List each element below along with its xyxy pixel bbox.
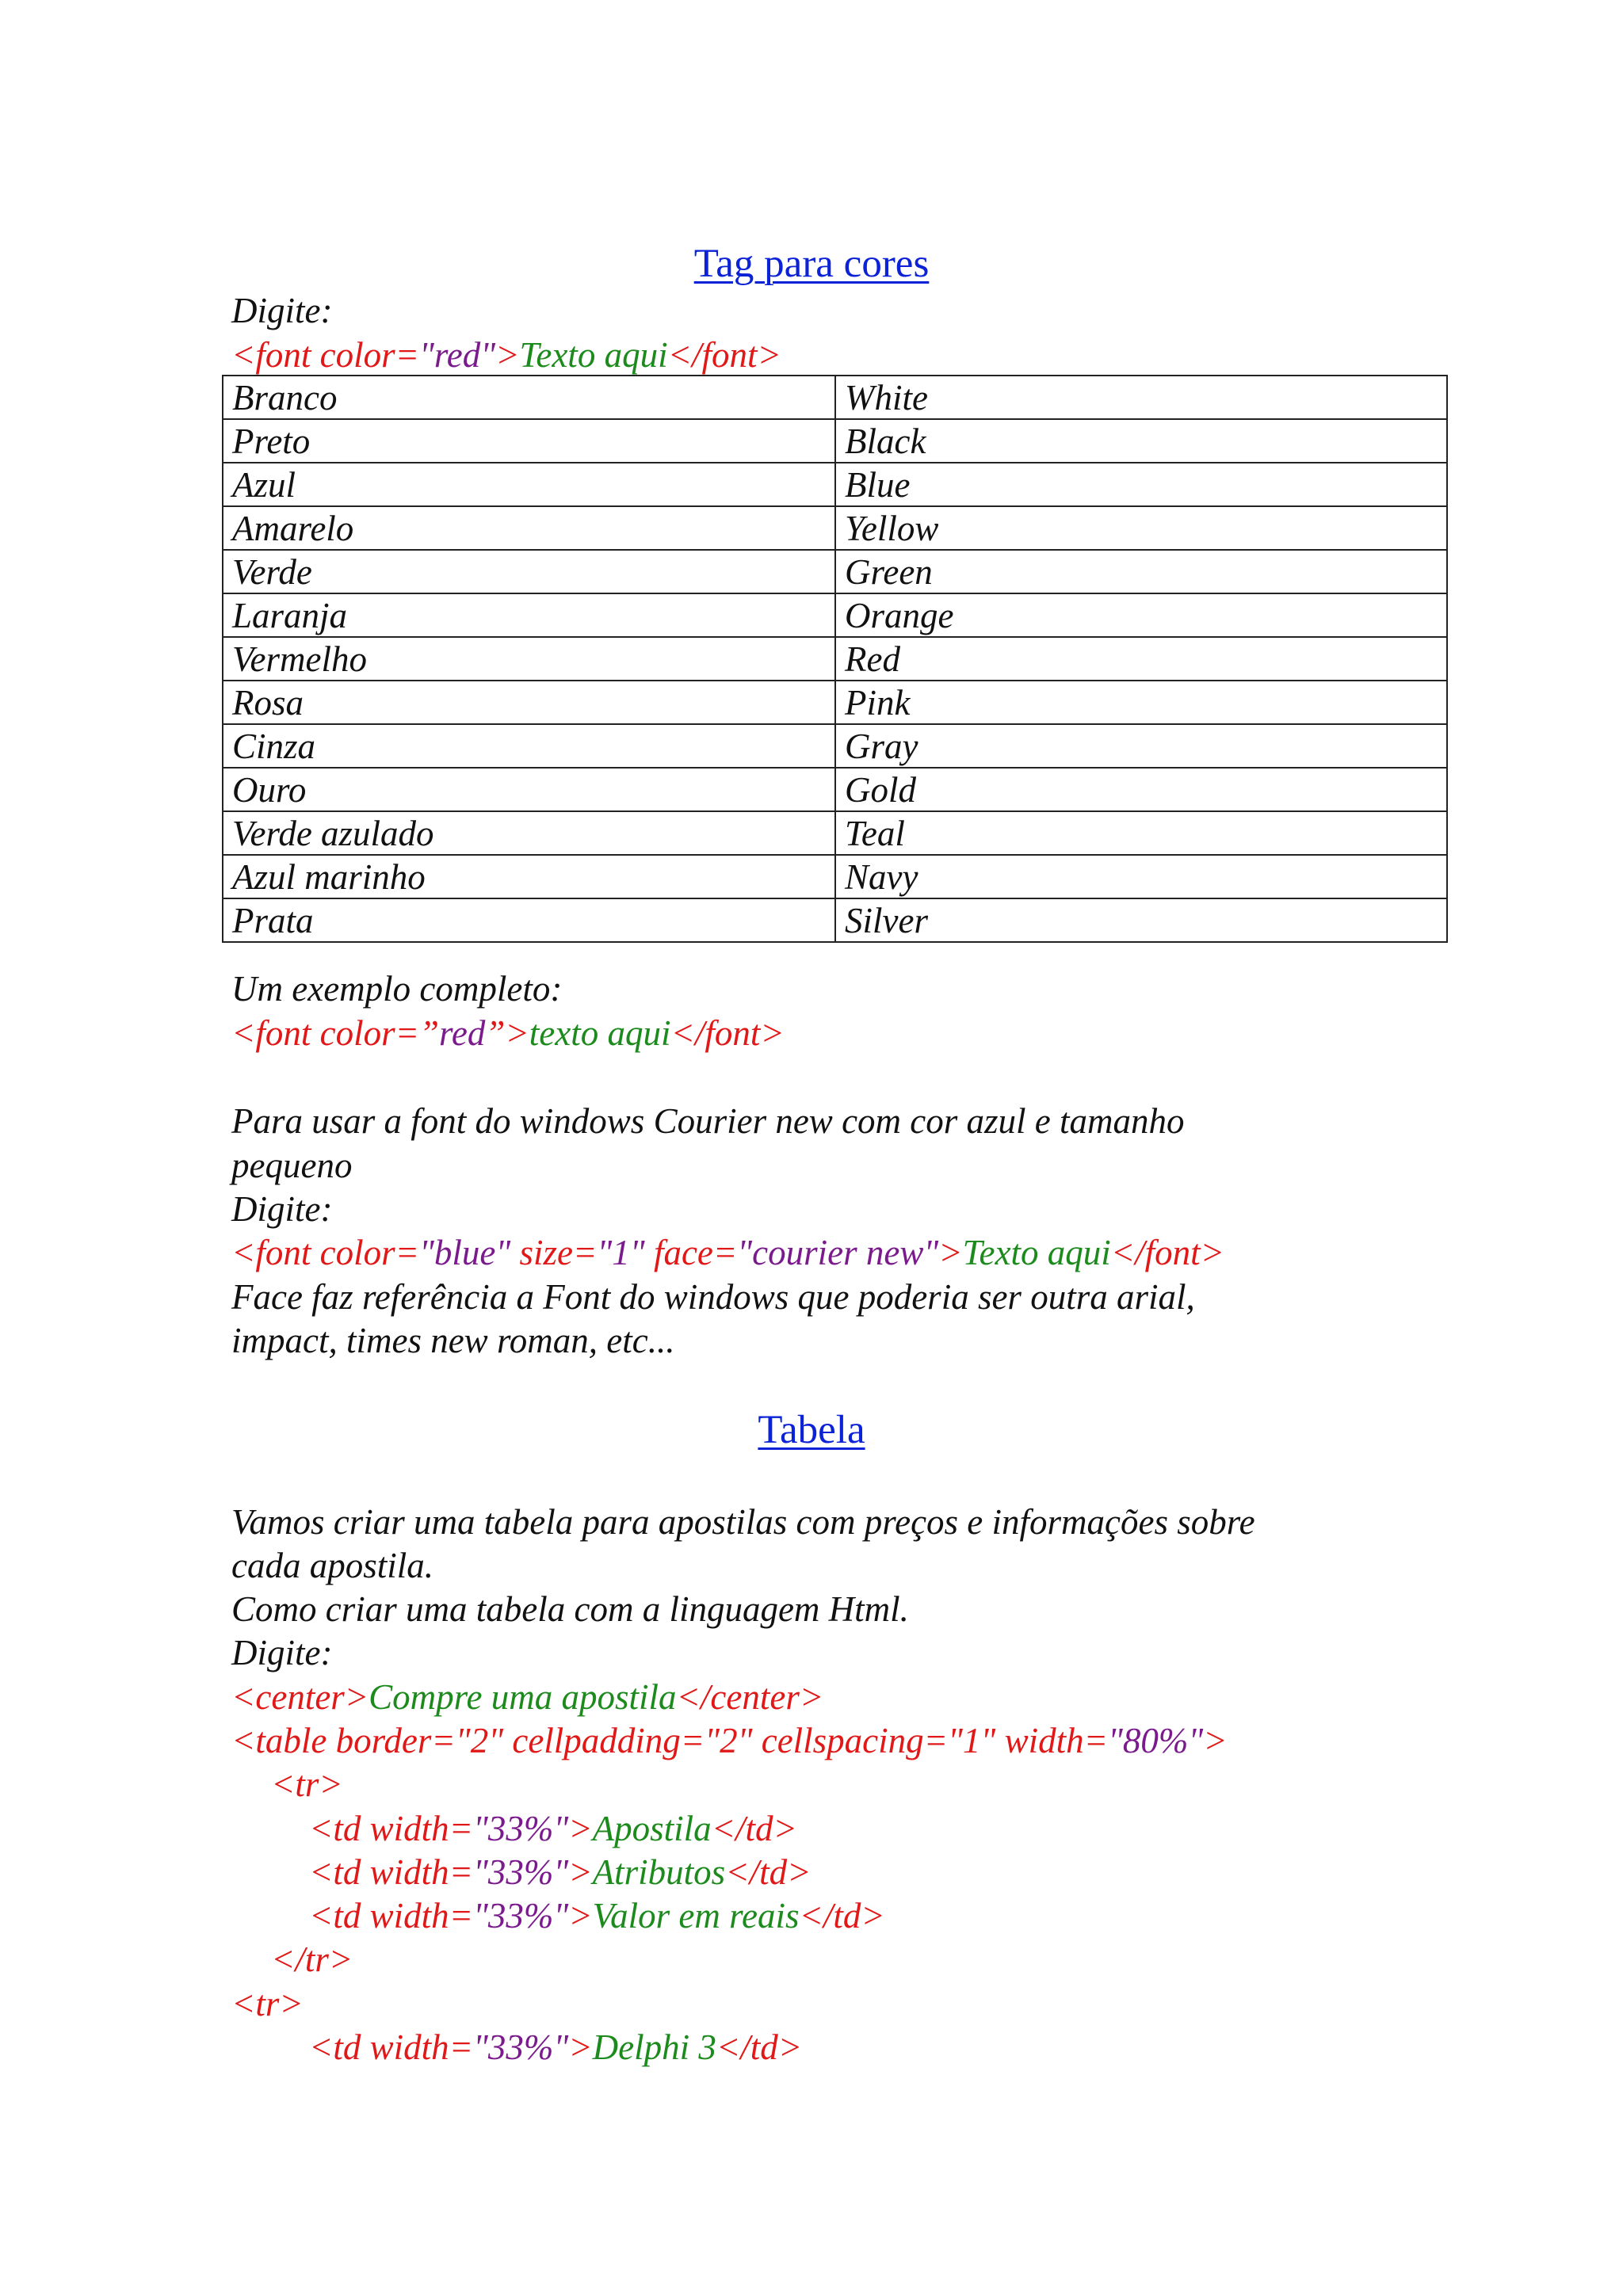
english-color-cell: Green: [835, 550, 1447, 593]
tabela-link[interactable]: Tabela: [758, 1408, 865, 1452]
portuguese-color-cell: Azul marinho: [223, 855, 835, 898]
english-color-cell: Black: [835, 419, 1447, 463]
color-table-row: [223, 681, 1447, 724]
portuguese-color-cell: Verde azulado: [223, 811, 835, 855]
english-color-cell: Navy: [835, 855, 1447, 898]
portuguese-color-cell: Branco: [223, 376, 835, 419]
td-valor-code-line: <td width="33%">Valor em reais</td>: [309, 1896, 885, 1936]
portuguese-color-cell: Prata: [223, 898, 835, 942]
example-label: Um exemplo completo:: [231, 969, 563, 1009]
digite-label-2: Digite:: [231, 1189, 333, 1229]
courier-paragraph-line-2: pequeno: [231, 1146, 353, 1185]
portuguese-color-cell: Cinza: [223, 724, 835, 768]
tr-open-code-line-2: <tr>: [231, 1984, 304, 2023]
color-table-row: [223, 637, 1447, 681]
td-delphi-code-line: <td width="33%">Delphi 3</td>: [309, 2027, 803, 2067]
english-color-cell: White: [835, 376, 1447, 419]
color-table-row: [223, 550, 1447, 593]
color-table-row: [223, 898, 1447, 942]
color-table-row: [223, 724, 1447, 768]
tabela-paragraph-line-2: cada apostila.: [231, 1546, 433, 1585]
portuguese-color-cell: Amarelo: [223, 506, 835, 550]
english-color-cell: Pink: [835, 681, 1447, 724]
color-table-row: [223, 855, 1447, 898]
tag-para-cores-link[interactable]: Tag para cores: [693, 242, 930, 286]
color-table-row: [223, 463, 1447, 506]
font-color-code-line: <font color="red">Texto aqui</font>: [231, 335, 781, 375]
tabela-paragraph-line-1: Vamos criar uma tabela para apostilas com preços e informações sobre: [231, 1502, 1255, 1542]
english-color-cell: Gold: [835, 768, 1447, 811]
english-color-cell: Teal: [835, 811, 1447, 855]
english-color-cell: Yellow: [835, 506, 1447, 550]
portuguese-color-cell: Laranja: [223, 593, 835, 637]
example-code-line: <font color=”red”>texto aqui</font>: [231, 1013, 785, 1053]
tr-close-code-line: </tr>: [271, 1939, 353, 1979]
color-names-table: [222, 375, 1448, 943]
digite-label-1: Digite:: [231, 291, 333, 330]
td-atributos-code-line: <td width="33%">Atributos</td>: [309, 1852, 812, 1892]
english-color-cell: Orange: [835, 593, 1447, 637]
color-table-row: [223, 419, 1447, 463]
font-face-code-line: <font color="blue" size="1" face="courier new">Texto aqui</font>: [231, 1233, 1225, 1272]
portuguese-color-cell: Ouro: [223, 768, 835, 811]
heading-tag-para-cores: [0, 240, 1623, 288]
tabela-paragraph-line-3: Como criar uma tabela com a linguagem Html.: [231, 1589, 909, 1629]
table-tag-code-line: <table border="2" cellpadding="2" cellspacing="1" width="80%">: [231, 1721, 1228, 1760]
face-paragraph-line-2: impact, times new roman, etc...: [231, 1321, 675, 1360]
center-code-line: <center>Compre uma apostila</center>: [231, 1677, 824, 1717]
portuguese-color-cell: Rosa: [223, 681, 835, 724]
color-table-row: [223, 768, 1447, 811]
heading-tabela: [0, 1406, 1623, 1454]
english-color-cell: Blue: [835, 463, 1447, 506]
english-color-cell: Red: [835, 637, 1447, 681]
portuguese-color-cell: Verde: [223, 550, 835, 593]
portuguese-color-cell: Vermelho: [223, 637, 835, 681]
english-color-cell: Silver: [835, 898, 1447, 942]
courier-paragraph-line-1: Para usar a font do windows Courier new com cor azul e tamanho: [231, 1101, 1185, 1141]
color-table-row: [223, 593, 1447, 637]
color-table-row: [223, 376, 1447, 419]
portuguese-color-cell: Preto: [223, 419, 835, 463]
color-table-row: [223, 811, 1447, 855]
face-paragraph-line-1: Face faz referência a Font do windows que poderia ser outra arial,: [231, 1277, 1195, 1317]
portuguese-color-cell: Azul: [223, 463, 835, 506]
digite-label-3: Digite:: [231, 1633, 333, 1672]
tr-open-code-line: <tr>: [271, 1764, 343, 1804]
td-apostila-code-line: <td width="33%">Apostila</td>: [309, 1809, 797, 1848]
color-table-row: [223, 506, 1447, 550]
english-color-cell: Gray: [835, 724, 1447, 768]
